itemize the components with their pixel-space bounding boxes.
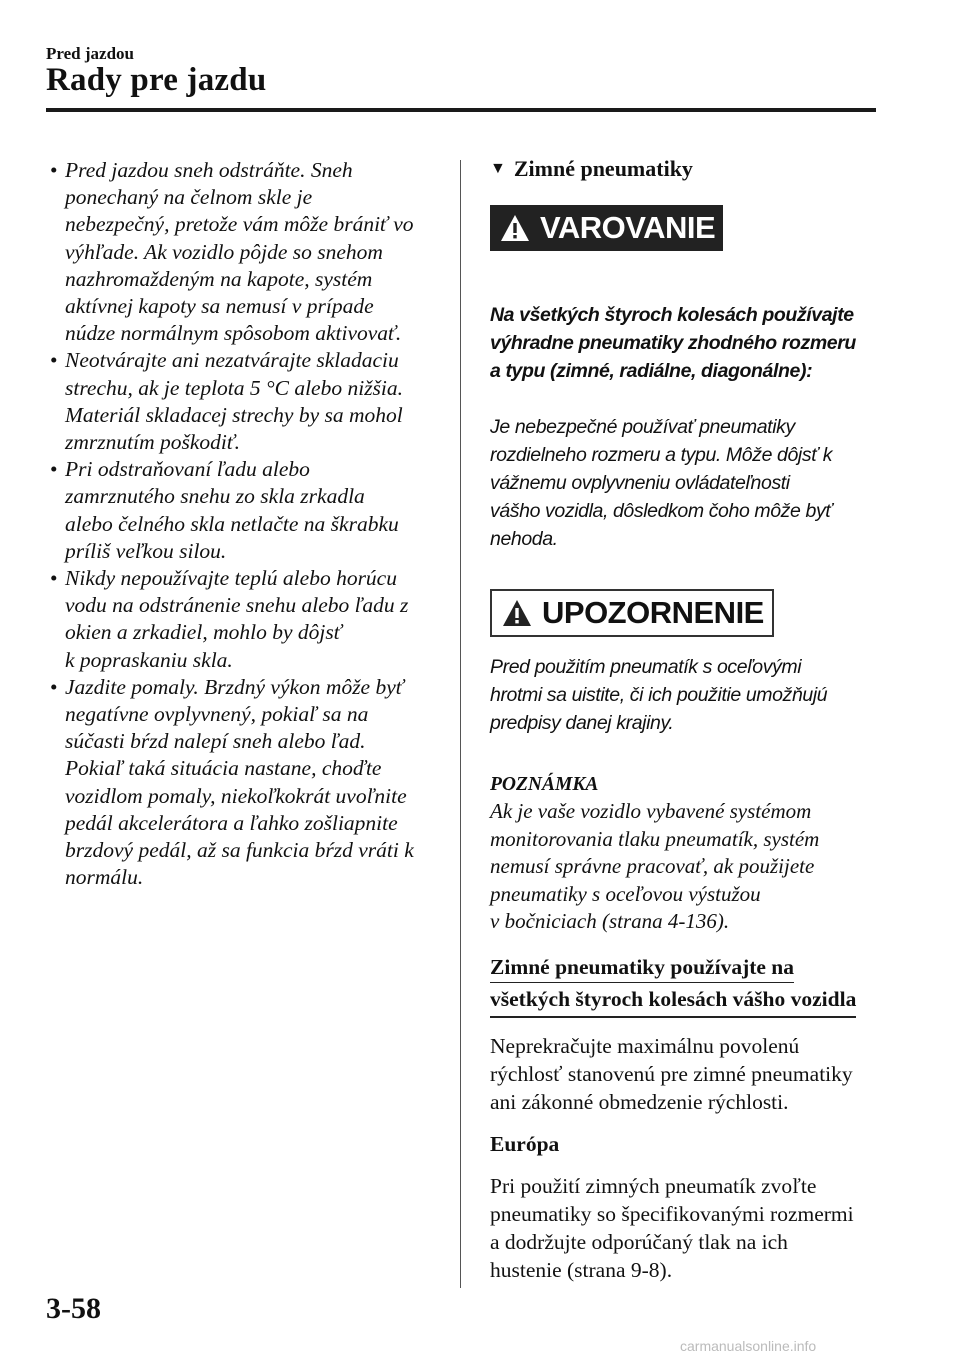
- bullet-icon: •: [50, 674, 58, 699]
- tips-list: [48, 157, 448, 891]
- list-item-text: Pri odstraňovaní ľadu alebo zamrznutého snehu zo skla zrkadla alebo čelného skla netlačte na škrabku príliš veľkou silou.: [65, 457, 399, 563]
- list-item-text: Neotvárajte ani nezatvárajte skladaciu strechu, ak je teplota 5 °C alebo nižšia. Materiál skladacej strechy by sa mohol zmrznutím poškodiť.: [65, 348, 404, 455]
- bullet-icon: •: [50, 348, 58, 373]
- header-section: Pred jazdou: [46, 44, 134, 63]
- list-item: [48, 456, 448, 565]
- region-heading: Európa: [490, 1131, 560, 1156]
- caution-triangle-icon: [502, 599, 532, 627]
- bullet-icon: •: [50, 457, 58, 482]
- watermark: carmanualsonline.info: [680, 1338, 817, 1354]
- right-column: [490, 156, 890, 1284]
- speed-paragraph: Neprekračujte maximálnu povolenú rýchlosť stanovenú pre zimné pneumatiky ani zákonné obmedzenie rýchlosti.: [490, 1033, 853, 1114]
- list-item: [48, 565, 448, 674]
- left-column: [48, 157, 448, 891]
- list-item: [48, 157, 448, 347]
- note-label: POZNÁMKA: [490, 774, 599, 795]
- list-item-text: Pred jazdou sneh odstráňte. Sneh ponechaný na čelnom skle je nebezpečný, pretože vám môže brániť vo výhľade. Ak vozidlo pôjde so snehom nazhromaždeným na kapote, systém aktívnej kapoty sa nemusí v prípade núdze normálnym spôsobom aktivovať.: [65, 158, 414, 346]
- subsection-heading: [490, 952, 856, 1018]
- europe-paragraph: Pri použití zimných pneumatík zvoľte pneumatiky so špecifikovanými rozmermi a dodržujte odporúčaný tlak na ich hustenie (strana 9-8).: [490, 1173, 854, 1282]
- warning-body-text: Je nebezpečné používať pneumatiky rozdielneho rozmeru a typu. Môže dôjsť k vážnemu ovplyvneniu ovládateľnosti vášho vozidla, dôsledkom čoho môže byť nehoda.: [490, 416, 833, 550]
- header-rule: [46, 108, 876, 112]
- warning-bold-text: Na všetkých štyroch kolesách používajte výhradne pneumatiky zhodného rozmeru a typu (zimné, radiálne, diagonálne):: [490, 304, 856, 382]
- caution-badge: [490, 589, 774, 637]
- warning-text: [490, 273, 890, 553]
- triangle-down-icon: ▼: [490, 160, 506, 177]
- warning-triangle-icon: [500, 214, 530, 242]
- section-title-text: Zimné pneumatiky: [513, 156, 693, 181]
- column-divider: [460, 160, 461, 1288]
- warning-badge: [490, 205, 723, 251]
- note-text: Ak je vaše vozidlo vybavené systémom monitorovania tlaku pneumatík, systém nemusí správne pracovať, ak použijete pneumatiky s oceľovou výstužou v bočniciach (strana 4-136).: [490, 799, 820, 933]
- caution-text: Pred použitím pneumatík s oceľovými hrotmi sa uistite, či ich použitie umožňujú predpisy danej krajiny.: [490, 656, 828, 734]
- bullet-icon: •: [50, 566, 58, 591]
- caution-label: UPOZORNENIE: [542, 595, 764, 630]
- page-title: Rady pre jazdu: [46, 62, 267, 98]
- subsection-heading-line2: všetkých štyroch kolesách vášho vozidla: [490, 986, 857, 1011]
- list-item: [48, 674, 448, 892]
- warning-label: VAROVANIE: [540, 210, 716, 245]
- page-number: 3-58: [46, 1292, 101, 1325]
- list-item: [48, 347, 448, 456]
- list-item-text: Nikdy nepoužívajte teplú alebo horúcu vodu na odstránenie snehu alebo ľadu z okien a zrkadiel, mohlo by dôjsť k popraskaniu skla.: [65, 566, 409, 672]
- section-title: [490, 156, 890, 182]
- bullet-icon: •: [50, 158, 58, 182]
- subsection-heading-line1: Zimné pneumatiky používajte na: [490, 952, 794, 983]
- warning-block: [490, 273, 890, 553]
- list-item-text: Jazdite pomaly. Brzdný výkon môže byť negatívne ovplyvnený, pokiaľ sa na súčasti bŕzd nalepí sneh alebo ľad. Pokiaľ taká situácia nastane, choďte vozidlom pomaly, niekoľkokrát uvoľnite pedál akcelerátora a ľahko zošliapnite brzdový pedál, až sa funkcia bŕzd vráti k normálu.: [65, 674, 414, 890]
